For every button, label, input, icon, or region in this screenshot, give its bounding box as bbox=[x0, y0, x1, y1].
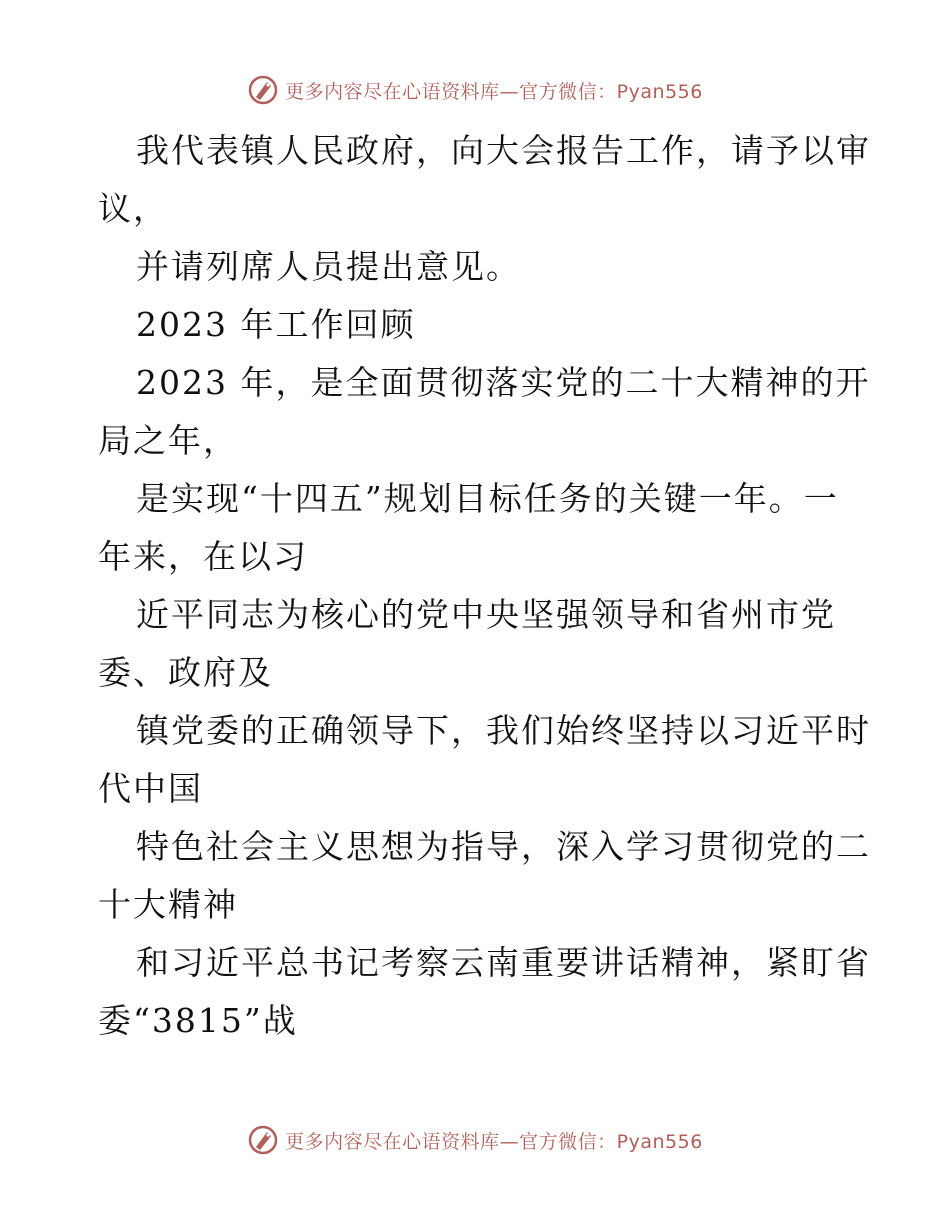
report-body bbox=[98, 122, 871, 1050]
header-watermark-banner bbox=[0, 70, 950, 110]
body-line: 议， bbox=[98, 189, 168, 228]
body-line: 我代表镇人民政府，向大会报告工作，请予以审 bbox=[136, 131, 871, 170]
body-line: 2023 年，是全面贯彻落实党的二十大精神的开 bbox=[136, 363, 871, 402]
body-line: 十大精神 bbox=[98, 885, 238, 924]
pen-nib-logo-icon bbox=[247, 74, 279, 106]
body-line: 委、政府及 bbox=[98, 653, 273, 692]
body-line: 镇党委的正确领导下，我们始终坚持以习近平时 bbox=[136, 711, 871, 750]
body-line: 近平同志为核心的党中央坚强领导和省州市党 bbox=[136, 595, 836, 634]
pen-nib-logo-icon bbox=[247, 1124, 279, 1156]
header-banner-text: 更多内容尽在心语资料库—官方微信：Pyan556 bbox=[285, 80, 703, 103]
body-line: 和习近平总书记考察云南重要讲话精神，紧盯省 bbox=[136, 943, 871, 982]
footer-watermark-banner bbox=[0, 1120, 950, 1160]
body-line: 并请列席人员提出意见。 bbox=[136, 247, 521, 286]
body-line: 年来，在以习 bbox=[98, 537, 308, 576]
body-line: 特色社会主义思想为指导，深入学习贯彻党的二 bbox=[136, 827, 871, 866]
body-line: 局之年， bbox=[98, 421, 238, 460]
body-line: 是实现“十四五”规划目标任务的关键一年。一 bbox=[136, 479, 839, 518]
footer-banner-text: 更多内容尽在心语资料库—官方微信：Pyan556 bbox=[285, 1130, 703, 1153]
body-line: 代中国 bbox=[98, 769, 203, 808]
section-heading: 2023 年工作回顾 bbox=[136, 305, 416, 344]
body-line: 委“3815”战 bbox=[98, 1001, 298, 1040]
